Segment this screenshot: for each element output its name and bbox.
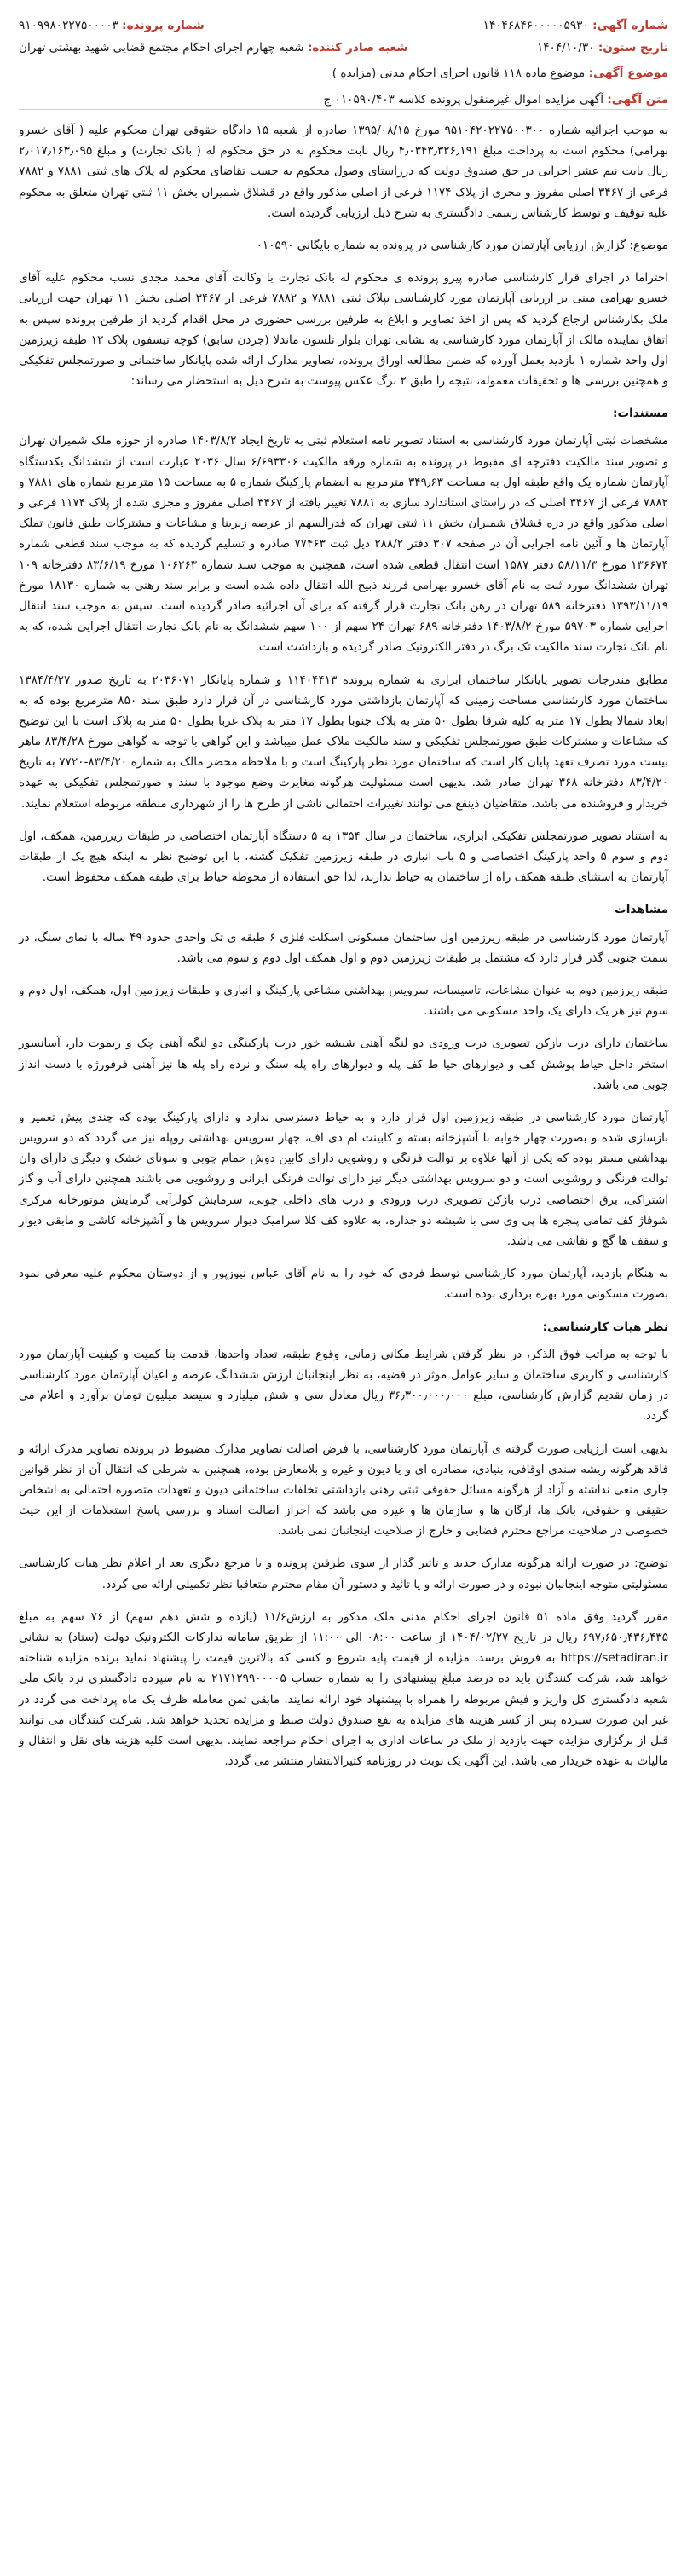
paragraph-report-subject: موضوع: گزارش ارزیابی آپارتمان مورد کارشناسی در پرونده به شماره بایگانی ۰۱۰۵۹۰ bbox=[256, 238, 668, 252]
publish-date bbox=[537, 38, 668, 58]
case-number-label: شماره پرونده: bbox=[122, 19, 205, 32]
notice-text-line bbox=[19, 90, 668, 110]
publish-date-label: تاریخ ستون: bbox=[598, 41, 668, 55]
paragraph-execution-order: به موجب اجرائیه شماره ۹۵۱۰۴۲۰۲۲۷۵۰۰۳۰۰ مورخ ۱۳۹۵/۰۸/۱۵ صادره از شعبه ۱۵ دادگاه حقوقی تهران محکوم علیه ( آقای خسرو بهرامی) محکوم است به پرداخت مبلغ ۴٫۰۳۴۳٫۳۲۶٫۱۹۱ ریال بابت محکوم به در حق محکوم له ( بانک تجارت) و مبلغ ۲٫۰۱۷٫۱۶۳٫۰۹۵ ریال بابت نیم عشر اجرایی در حق صندوق دولت که درراستای وصول محکوم به حسب تقاضای محکوم له پلاک های ثبتی ۷۸۸۱ و ۷۸۸۲ فرعی از ۳۴۶۷ اصلی مفروز و مجزی از پلاک ۱۱۷۴ فرعی از اصلی مذکور واقع در قشلاق شمیران بخش ۱۱ ثبتی تهران متعلق به محکوم علیه توقیف و توسط کارشناس رسمی دادگستری به شرح ذیل ارزیابی گردیده است. bbox=[19, 124, 669, 220]
subject-label: موضوع آگهی: bbox=[588, 66, 668, 81]
announcement-body bbox=[19, 120, 668, 1771]
issuing-branch-label: شعبه صادر کننده: bbox=[307, 41, 408, 55]
paragraph-floor-usage: طبقه زیرزمین دوم به عنوان مشاعات، تاسیسات، سرویس بهداشتی مشاعی پارکینگ و انباری و طبقات زیرزمین اول، همکف، اول دوم و سوم نیز هر یک دارای یک واحد مسکونی می باشند. bbox=[19, 983, 668, 1019]
paragraph-building-features: ساختمان دارای درب بازکن تصویری درب ورودی دو لنگه آهنی شیشه خور درب پارکینگی دو لنگه آهنی چک و ریموت دار، آسانسور استخر داخل حیاط پوشش کف و دیوارهای حیا ط کف پله و دیوارهای راه پله سنگ و نرده راه پله ها نیز آهنی فرفورژه با دست انداز چوبی می باشد. bbox=[19, 1037, 668, 1092]
subject-line bbox=[19, 63, 668, 84]
notice-text-value: آگهی مزایده اموال غیرمنقول پرونده کلاسه ۰۱۰۵۹۰/۴۰۳ ج bbox=[323, 92, 603, 107]
paragraph-completion-certificate: مطابق مندرجات تصویر پایانکار ساختمان ابرازی به شماره پرونده ۱۱۴۰۴۴۱۳ و شماره پایانکار ۲۰۳۶۰۷۱ به تاریخ صدور ۱۳۸۴/۴/۲۷ ساختمان مورد کارشناسی مساحت زمینی که آپارتمان بازداشتی مورد کارشناسی در آن قرار دارد طبق سند ۸۵۰ مترمربع بوده که به ابعاد شمالا بطول ۱۷ متر به کلیه شرقا بطول ۵۰ متر به پلاک جنوبا بطول ۱۷ متر به پلاک غربا بطول ۵۰ متر به پلاک است با این توضیح که مشاعات و مشترکات طبق صورتمجلس تفکیکی و سند مالکیت ملاک عمل میباشد و این گواهی با توجه به گواهی مورخ ۸۳/۴/۲۸ ماهر بیست مورد تصرف تعهد پایان کار است که ساختمان مورد نظر پارکینگ است و با ملاحظه محضر مالک به شماره ۸۳/۴/۲۰-۷۷۲۰ به تاریخ ۸۳/۴/۲۰ دفترخانه ۳۶۸ تهران صادر شد. بدیهی است مسئولیت هرگونه مغایرت وضع موجود با سند و صورتمجلس تفکیکی به عهده خریدار و فروشنده می باشد، متقاضیان ذینفع می توانند تغییرات احتمالی ناشی از طرح ها را از شهرداری منطقه مربوطه استعلام نمایند. bbox=[19, 673, 669, 811]
record-number-label: شماره آگهی: bbox=[592, 19, 668, 32]
header-row-2 bbox=[19, 38, 668, 58]
paragraph-apartment-features: آپارتمان مورد کارشناسی در طبقه زیرزمین اول قرار دارد و به حیاط دسترسی ندارد و دارای پارکینگ بوده که چندی پیش تعمیر و بازسازی شده و بصورت چهار خوابه با آشپزخانه بسته و کابینت ام دی اف، چهار سرویس بهداشتی روپله نیز می گردد که دو سرویس بهداشتی مستر بوده که یکی از آنها علاوه بر توالت فرنگی و روشویی دارای کابین دوش حمام چوبی و سونای خشک و دیگری دارای وان توالت فرنگی و روشویی است و دو سرویس بهداشتی دیگر نیز دارای توالت فرنگی ایرانی و روشویی می باشند همچنین دارای آب و گاز اشتراکی، برق اختصاصی درب بازکن تصویری درب ورودی و درب های داخلی چوبی، سرمایش کولرآبی گرمایش موتورخانه مرکزی شوفاژ کف تمامی پنجره ها پی وی سی با شیشه دو جداره، به علاوه کف کلا سرامیک دیوار سرویس ها و آشپزخانه کاشی و مابقی دیوار و سقف ها گچ و نقاشی می باشد. bbox=[19, 1110, 668, 1248]
heading-documents: مستندات: bbox=[613, 407, 668, 421]
announcement-header bbox=[19, 15, 668, 107]
paragraph-assumptions: بدیهی است ارزیابی صورت گرفته ی آپارتمان مورد کارشناسی، با فرض اصالت تصاویر مدارک مضبوط در پرونده تصاویر مدرک ارائه و فاقد هرگونه ریشه سندی اوقافی، بنیادی، مصادره ای و یا دیون و غیره و بلامعارض بوده، همچنین به شرطی که انتقال آن از نظر قوانین جاری منعی نداشته و آزاد از هرگونه مسائل حقوقی ثبتی رهنی بازداشتی تخلفات ساختمانی دیون و تعهدات متصوره احتمالی به اشخاص حقیقی و حقوقی، بانک ها، ارگان ها و سازمان ها و غیره می باشد که احراز اصالت اسناد و بررسی پاسخ استعلامات از این حیث خصوصی در صلاحیت مراجع محترم قضایی و خارج از صلاحیت اینجانبان نمی باشد. bbox=[19, 1441, 668, 1539]
paragraph-registration-details: مشخصات ثبتی آپارتمان مورد کارشناسی به استناد تصویر نامه استعلام ثبتی به تاریخ ایجاد ۱۴۰۳/۸/۲ صادره از حوزه ملک شمیران تهران و تصویر سند مالکیت دفترچه ای مفبوط در پرونده به شماره ورقه مالکیت ۶/۶۹۳۳۰۶ سال ۲۰۳۶ عبارت است از ششدانگ یکدستگاه آپارتمان شماره یک واقع طبقه اول به مساحت ۳۴۹٫۶۳ مترمربع به انضمام پارکینگ شماره ۵ به مساحت ۱۵ مترمربع شماره های ۷۸۸۱ و ۷۸۸۲ فرعی از ۳۴۶۷ اصلی که در راستای استاندارد سازی به ۷۸۸۱ تغییر یافته از ۳۴۶۷ اصلی مفروز و مجزی شده از پلاک ۱۱۷۴ فرعی و اصلی مذکور واقع در دره قشلاق شمیران بخش ۱۱ ثبتی تهران که قدرالسهم از عرصه زیربنا و مشاعات و مشترکات طبق قانون تملک آپارتمان ها و آئین نامه اجرایی آن در صفحه ۳۰۷ دفتر ۲۸۸/۲ ذیل ثبت ۷۷۴۶۳ صادره و تسلیم گردیده که به موجب سند قطعی شماره ۱۳۶۶۷۴ مورخ ۵۸/۱۱/۳ دفتر ۱۵۸۷ است انتقال قطعی شده است، همچنین به موجب سند شماره ۱۰۶۲۶۳ مورخ ۸۳/۶/۱۹ دفترخانه ۱۰۹ تهران ششدانگ مورد ثبت به نام آقای خسرو بهرامی فرزند ذبیح الله انتقال داده شده است و برابر سند رهنی به شماره ۱۸۱۳۰ مورخ ۱۳۹۳/۱۱/۱۹ دفترخانه ۵۸۹ تهران در رهن بانک تجارت قرار گرفته که برای آن اجرائیه صادر گردیده است. سپس به موجب سند انتقال اجرایی شماره ۵۹۷۰۳ مورخ ۱۴۰۳/۸/۲ دفترخانه ۶۸۹ تهران ۲۴ سهم از ۱۰۰ سهم ششدانگ به نام بانک تجارت انتقال اجرایی شده، که به نام بانک تجارت سند مالکیت تک برگ در دفتر الکترونیک صادر گردیده و بازداشت است. bbox=[19, 434, 669, 655]
heading-expert-opinion: نظر هیات کارشناسی: bbox=[542, 1320, 668, 1334]
header-row-1 bbox=[19, 15, 668, 36]
subject-value: موضوع ماده ۱۱۸ قانون اجرای احکام مدنی (مزایده ) bbox=[332, 66, 586, 81]
paragraph-introduction: احتراما در اجرای قرار کارشناسی صادره پیرو پرونده ی محکوم له بانک تجارت با وکالت آقای محمد مجدی نسب محکوم علیه آقای خسرو بهرامی مبنی بر ارزیابی آپارتمان مورد کارشناسی بپلاک ثبتی ۷۸۸۱ و ۷۸۸۲ فرعی از ۳۴۶۷ اصلی بخش ۱۱ تهران جهت ارزیابی ملک بکارشناس ارجاع گردید که پس از اخذ تصاویر و ابلاغ به طرفین بررسی حضوری در محل اقدام گردید از طرفین پرونده سپس به اتفاق نماینده مالک از آپارتمان مورد کارشناسی به نشانی تهران بلوار تلسون ماندلا (جردن سابق) کوچه تیسفون پلاک ۱۲ طبقه زیرزمین اول واحد شماره ۱ بازدید بعمل آورده که ضمن مطالعه اوراق پرونده، تصاویر مدارک ارائه شده پایانکار ساختمانی و صورتمجلس تفکیکی و همچنین بررسی ها و تحقیقات معموله، نتیجه را طبق ۲ برگ عکس پیوست به شرح ذیل به استحضار می رساند: bbox=[19, 271, 669, 389]
case-number bbox=[19, 15, 205, 36]
record-number-value: ۱۴۰۴۶۸۴۶۰۰۰۰۰۵۹۳۰ bbox=[482, 19, 589, 32]
paragraph-partition-minutes: به استناد تصویر صورتمجلس تفکیکی ابرازی، ساختمان در سال ۱۳۵۴ به ۵ دستگاه آپارتمان اختصاصی در طبقات زیرزمین، همکف، اول دوم و سوم ۵ واحد پارکینگ اختصاصی و ۵ باب انباری در طبقه زیرزمین تفکیک گشته، با این توضیح نظر به اینکه هیچ یک از طبقات آپارتمان به استثنای طبقه همکف راه از ساختمان به حیاط ندارند، لذا حق استفاده از محوطه حیاط برای طبقه همکف محفوظ است. bbox=[19, 829, 668, 885]
case-number-value: ۹۱۰۹۹۸۰۲۲۷۵۰۰۰۰۳ bbox=[19, 19, 118, 32]
paragraph-note: توضیح: در صورت ارائه هرگونه مدارک جدید و تاثیر گذار از سوی طرفین پرونده و یا مرجع دیگری بعد از اعلام نظر هیات کارشناسی مسئولیتی متوجه اینجانبان نبوده و در صورت ارائه و یا تائید و دستور آن مقام محترم متعاقبا نظر تکمیلی ارائه می گردد. bbox=[19, 1557, 668, 1591]
paragraph-auction-terms: مقرر گردید وفق ماده ۵۱ قانون اجرای احکام مدنی ملک مذکور به ارزش۱۱/۶ (یازده و شش دهم سهم) از ۷۶ سهم به مبلغ ۶۹۷٫۶۵۰٫۴۳۶٫۴۳۵ ریال در تاریخ ۱۴۰۴/۰۲/۲۷ از ساعت ۰۸:۰۰ الی ۱۱:۰۰ از طریق سامانه تدارکات الکترونیک دولت (ستاد) به نشانی https://setadiran.ir به فروش برسد. مزایده از قیمت پایه شروع و کسی که بالاترین قیمت را پیشنهاد نماید برنده مزایده شناخته خواهد شد، شرکت کنندگان باید ده درصد مبلغ پیشنهادی را به شماره حساب ۲۱۷۱۲۹۹۰۰۰۰۵ به نام سپرده دادگستری نزد بانک ملی شعبه دادگستری کل واریز و فیش مربوطه را همراه با پیشنهاد خود ارائه نمایند. مابقی ثمن معامله ظرف یک ماه پرداخت می گردد در غیر این صورت سپرده پس از کسر هزینه های مزایده به نفع صندوق دولت ضبط و مزایده تجدید خواهد شد. شرکت کنندگان می توانند قبل از برگزاری مزایده جهت بازدید از ملک در ساعات اداری به اجرای احکام مراجعه نمایند. بدیهی است کلیه هزینه های نقل و انتقال و مالیات به عهده خریدار می باشد. این آگهی یک نوبت در روزنامه کثیرالانتشار منتشر می گردد. bbox=[19, 1609, 668, 1769]
notice-text-label: متن آگهی: bbox=[607, 92, 668, 107]
paragraph-building-description: آپارتمان مورد کارشناسی در طبقه زیرزمین اول ساختمان مسکونی اسکلت فلزی ۶ طبقه ی تک واحدی حدود ۴۹ ساله با نمای سنگ، در سمت جنوبی گذر قرار دارد که مشتمل بر طبقات زیرزمین دوم و اول همکف اول دوم و سوم می باشد. bbox=[19, 930, 668, 965]
record-number bbox=[483, 15, 668, 36]
issuing-branch bbox=[19, 38, 408, 58]
paragraph-occupancy: به هنگام بازدید، آپارتمان مورد کارشناسی توسط فردی که خود را به نام آقای عباس نیوزپور و از دوستان محکوم علیه معرفی نمود بصورت مسکونی مورد بهره برداری بوده است. bbox=[19, 1267, 668, 1302]
publish-date-value: ۱۴۰۴/۱۰/۳۰ bbox=[536, 41, 595, 55]
paragraph-valuation: با توجه به مراتب فوق الذکر، در نظر گرفتن شرایط مکانی زمانی، وقوع طبقه، تعداد واحدها، قدمت بنا کمیت و کیفیت آپارتمان مورد کارشناسی و کاربری ساختمان و سایر عوامل موثر در قضیه، به نظر اینجانبان ارزش ششدانگ عرصه و اعیان آپارتمان مورد کارشناسی در زمان تقدیم گزارش کارشناسی، مبلغ ۳۶٫۳۰۰٫۰۰۰٫۰۰۰ ریال معادل سی و شش میلیارد و سیصد میلیون تومان برآورد و اعلام می گردد. bbox=[19, 1347, 669, 1424]
issuing-branch-value: شعبه چهارم اجرای احکام مجتمع قضایی شهید بهشتی تهران bbox=[19, 41, 304, 55]
heading-observations: مشاهدات bbox=[615, 903, 668, 917]
